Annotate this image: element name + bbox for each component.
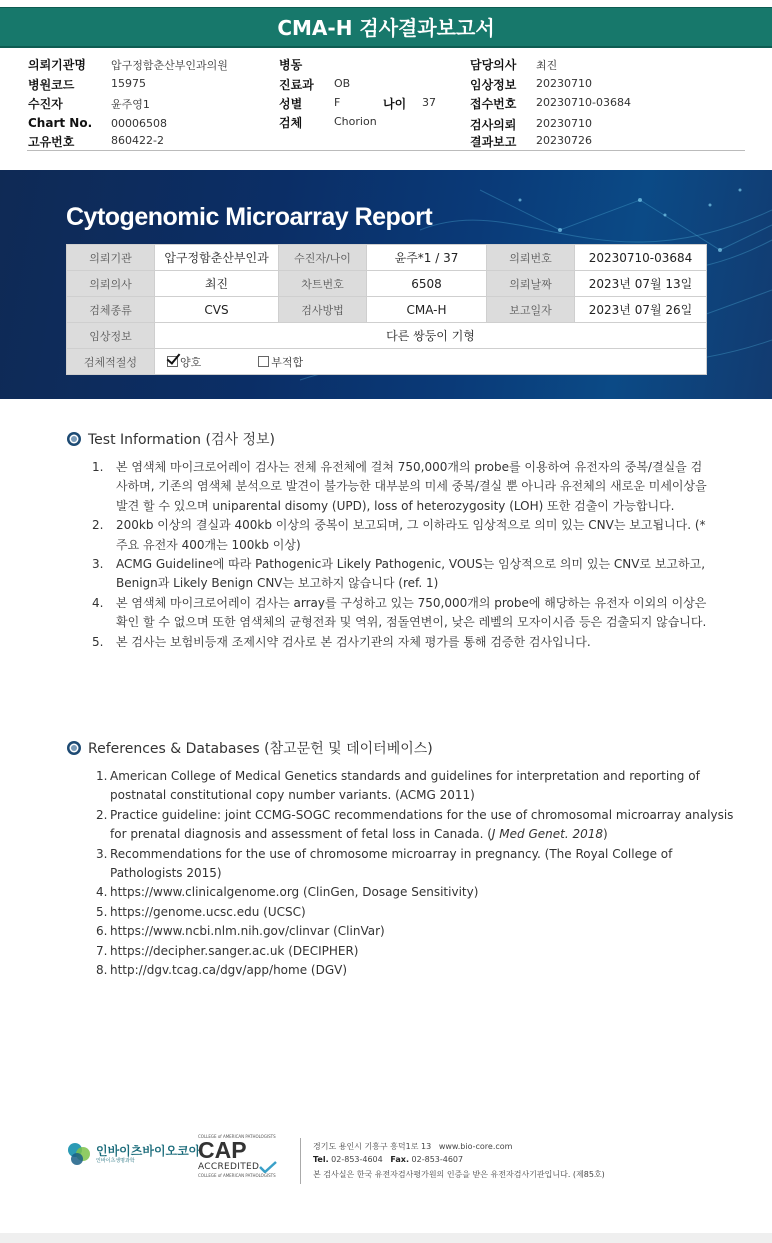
checkbox-bad[interactable] — [258, 356, 269, 367]
link-clingen[interactable]: https://www.clinicalgenome.org (ClinGen, Dosage Sensitivity) — [110, 885, 479, 900]
value-age: 37 — [422, 96, 436, 109]
td-test-method: CMA-H — [367, 297, 487, 323]
label-receipt-no: 접수번호 — [470, 97, 517, 111]
value-specimen: Chorion — [334, 115, 377, 128]
journal-name: J Med Genet. 2018 — [491, 827, 603, 842]
footer-divider — [300, 1138, 301, 1184]
list-item — [96, 903, 736, 922]
cap-text: CAP — [198, 1137, 247, 1163]
th-report-date: 보고일자 — [487, 297, 575, 323]
value-chart-no: 00006508 — [111, 117, 167, 130]
divider — [27, 150, 745, 151]
item-number: 2. — [96, 807, 108, 822]
list-item — [96, 883, 736, 902]
td-suitability — [155, 349, 707, 375]
item-number: 6. — [96, 924, 108, 939]
tel-value: 02-853-4604 — [331, 1155, 383, 1164]
value-receipt-no: 20230710-03684 — [536, 96, 631, 109]
item-number: 5. — [96, 904, 108, 919]
th-chart-no: 차트번호 — [279, 271, 367, 297]
label-patient: 수진자 — [28, 97, 63, 111]
option-good-label: 양호 — [180, 355, 202, 369]
address: 경기도 용인시 기흥구 흥덕1로 13 — [313, 1142, 432, 1151]
value-physician: 최진 — [536, 59, 558, 72]
table-row — [67, 245, 707, 271]
test-info-title: Test Information (검사 정보) — [88, 432, 275, 448]
item-text — [110, 806, 736, 845]
list-item — [96, 806, 736, 845]
item-text: 200kb 이상의 결실과 400kb 이상의 중복이 보고되며, 그 이하라도 임상적으로 의미 있는 CNV는 보고됩니다. (*주요 유전자 400개는 100kb 이상) — [116, 518, 706, 552]
item-text: 본 염색체 마이크로어레이 검사는 array를 구성하고 있는 750,000개의 probe에 해당하는 유전자 이외의 이상은 확인 할 수 없으며 또한 염색체의 균형전좌 및 역위, 점돌연변이, 낮은 레벨의 모자이시즘 등은 검출되지 않습니다. — [116, 595, 707, 630]
label-test-request: 검사의뢰 — [470, 118, 517, 132]
list-item — [96, 767, 736, 806]
report-summary-table — [66, 244, 707, 375]
report-banner — [0, 170, 772, 399]
footer — [0, 1130, 772, 1190]
link-decipher[interactable]: https://decipher.sanger.ac.uk (DECIPHER) — [110, 943, 359, 958]
section-bullet-icon — [66, 740, 82, 756]
td-patient-age: 윤주*1 / 37 — [367, 245, 487, 271]
company-subname: 인바이츠생명과학 — [96, 1157, 135, 1164]
checkbox-good[interactable] — [167, 356, 178, 367]
item-number: 5. — [92, 634, 104, 649]
td-request-date: 2023년 07월 13일 — [575, 271, 707, 297]
label-chart-no: Chart No. — [28, 116, 93, 130]
th-physician: 의뢰의사 — [67, 271, 155, 297]
th-specimen-type: 검체종류 — [67, 297, 155, 323]
item-text: American College of Medical Genetics standards and guidelines for interpretation and reporting of postnatal constitutional copy number variants. (ACMG 2011) — [110, 769, 700, 803]
cap-top-text: COLLEGE of AMERICAN PATHOLOGISTS — [198, 1134, 276, 1139]
th-clinical-info: 임상정보 — [67, 323, 155, 349]
item-number: 4. — [92, 595, 104, 610]
tel-label: Tel. — [313, 1155, 329, 1164]
banner-title: Cytogenomic Microarray Report — [66, 203, 433, 231]
link-dgv[interactable]: http://dgv.tcag.ca/dgv/app/home (DGV) — [110, 963, 348, 978]
label-hospital-code: 병원코드 — [28, 78, 75, 92]
label-department: 진료과 — [279, 78, 314, 92]
checkmark-icon — [259, 1161, 277, 1173]
link-ucsc[interactable]: https://genome.ucsc.edu (UCSC) — [110, 904, 306, 919]
item-number: 4. — [96, 885, 108, 900]
label-result-report: 결과보고 — [470, 135, 517, 149]
item-text-tail: ) — [603, 827, 608, 842]
label-age: 나이 — [383, 97, 407, 111]
list-item — [92, 555, 712, 594]
test-info-heading — [66, 429, 275, 449]
report-title: CMA-H 검사결과보고서 — [0, 7, 772, 48]
option-bad-label: 부적합 — [271, 355, 304, 369]
value-department: OB — [334, 77, 351, 90]
table-row — [67, 271, 707, 297]
table-row — [67, 323, 707, 349]
th-patient-age: 수진자/나이 — [279, 245, 367, 271]
link-clinvar[interactable]: https://www.ncbi.nlm.nih.gov/clinvar (ClinVar) — [110, 924, 385, 939]
list-item — [96, 922, 736, 941]
td-specimen-type: CVS — [155, 297, 279, 323]
company-logo-icon — [66, 1140, 92, 1168]
certification-text: 본 검사실은 한국 유전자검사평가원의 인증을 받은 유전자검사기관입니다. (제85호) — [313, 1170, 605, 1179]
value-hospital-code: 15975 — [111, 77, 146, 90]
td-request-no: 20230710-03684 — [575, 245, 707, 271]
value-unique-no: 860422-2 — [111, 134, 164, 147]
item-number: 8. — [96, 963, 108, 978]
company-name: 인바이츠바이오코아 — [96, 1143, 201, 1158]
item-number: 7. — [96, 943, 108, 958]
value-test-request: 20230710 — [536, 117, 592, 130]
th-request-no: 의뢰번호 — [487, 245, 575, 271]
table-row — [67, 349, 707, 375]
patient-info — [0, 52, 772, 150]
references-list — [96, 767, 736, 980]
value-sex: F — [334, 96, 341, 109]
cap-accreditation-logo — [198, 1134, 288, 1178]
section-bullet-icon — [66, 431, 82, 447]
references-title: References & Databases (참고문헌 및 데이터베이스) — [88, 741, 433, 757]
td-report-date: 2023년 07월 26일 — [575, 297, 707, 323]
item-number: 1. — [92, 460, 104, 474]
list-item — [92, 633, 712, 652]
list-item — [96, 845, 736, 884]
td-institution: 압구정함춘산부인과 — [155, 245, 279, 271]
table-row — [67, 297, 707, 323]
list-item — [92, 516, 712, 555]
item-number: 3. — [92, 557, 104, 572]
label-requesting-institution: 의뢰기관명 — [28, 58, 86, 72]
value-result-report: 20230726 — [536, 134, 592, 147]
th-suitability: 검체적절성 — [67, 349, 155, 375]
fax-value: 02-853-4607 — [411, 1155, 464, 1164]
td-physician: 최진 — [155, 271, 279, 297]
contact-info — [313, 1140, 605, 1181]
td-clinical-info: 다른 쌍둥이 기형 — [155, 323, 707, 349]
item-text: 본 검사는 보험비등재 조제시약 검사로 본 검사기관의 자체 평가를 통해 검증한 검사입니다. — [116, 634, 591, 649]
website-link[interactable]: www.bio-core.com — [438, 1142, 513, 1151]
item-text-main: Practice guideline: joint CCMG-SOGC recommendations for the use of chromosomal microarray analysis for prenatal diagnosis and assessment of fetal loss in Canada. ( — [110, 807, 734, 842]
label-sex: 성별 — [279, 97, 303, 111]
value-requesting-institution: 압구정함춘산부인과의원 — [111, 59, 228, 72]
value-clinical-info: 20230710 — [536, 77, 592, 90]
company-logo — [66, 1140, 200, 1168]
item-number: 2. — [92, 518, 104, 533]
th-request-date: 의뢰날짜 — [487, 271, 575, 297]
list-item — [96, 942, 736, 961]
item-number: 3. — [96, 846, 108, 861]
label-ward: 병동 — [279, 58, 303, 72]
cap-accredited-text: ACCREDITED — [198, 1162, 260, 1172]
list-item — [96, 961, 736, 980]
label-physician: 담당의사 — [470, 58, 517, 72]
item-text: Recommendations for the use of chromosome microarray in pregnancy. (The Royal College of Pathologists 2015) — [110, 846, 673, 881]
list-item — [92, 458, 712, 516]
references-heading — [66, 738, 433, 758]
fax-label: Fax. — [390, 1155, 409, 1164]
label-clinical-info: 임상정보 — [470, 78, 517, 92]
label-specimen: 검체 — [279, 116, 303, 130]
th-institution: 의뢰기관 — [67, 245, 155, 271]
cap-bottom-text: COLLEGE of AMERICAN PATHOLOGISTS — [198, 1173, 276, 1178]
item-number: 1. — [96, 769, 108, 783]
th-test-method: 검사방법 — [279, 297, 367, 323]
value-patient: 윤주영1 — [111, 98, 150, 111]
td-chart-no: 6508 — [367, 271, 487, 297]
label-unique-no: 고유번호 — [28, 135, 75, 149]
list-item — [92, 594, 712, 633]
item-text: ACMG Guideline에 따라 Pathogenic과 Likely Pathogenic, VOUS는 임상적으로 의미 있는 CNV로 보고하고, Benign과 Likely Benign CNV는 보고하지 않습니다 (ref. 1) — [116, 557, 706, 591]
item-text: 본 염색체 마이크로어레이 검사는 전체 유전체에 걸쳐 750,000개의 probe를 이용하여 유전자의 중복/결실을 검사하며, 기존의 염색체 분석으로 발견이 불가능한 대부분의 미세 중복/결실 뿐 아니라 유전체의 새로운 미세이상을 발견 할 수 있으며 uniparental disomy (UPD), loss of heterozygosity (LOH) 또한 검출이 가능합니다. — [116, 460, 707, 513]
test-info-list — [92, 458, 712, 652]
